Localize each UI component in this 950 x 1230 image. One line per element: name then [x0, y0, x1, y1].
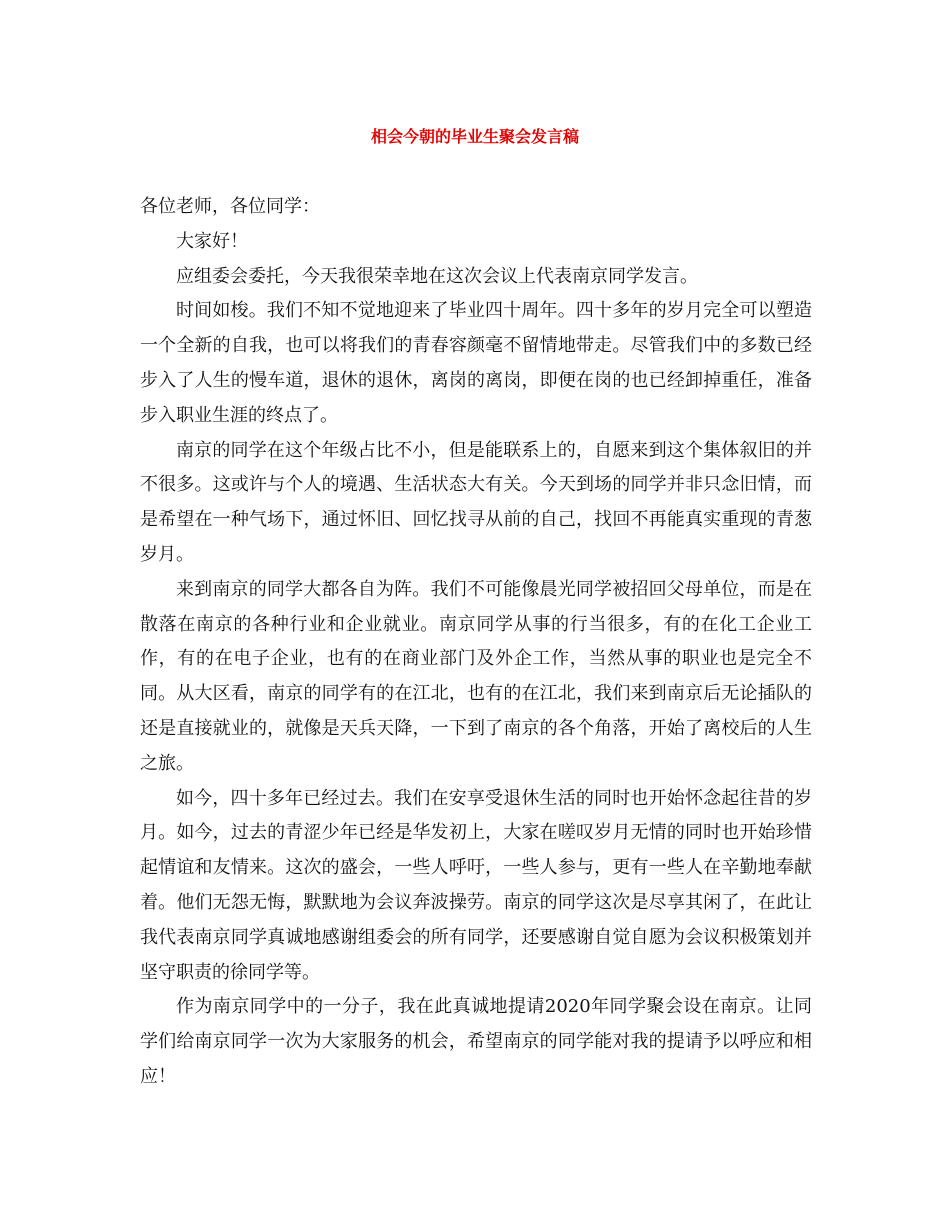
document-title: 相会今朝的毕业生聚会发言稿	[370, 127, 579, 146]
paragraph-intro: 应组委会委托，今天我很荣幸地在这次会议上代表南京同学发言。	[176, 265, 698, 287]
paragraph-time: 时间如梭。我们不知不觉地迎来了毕业四十周年。四十多年的岁月完全可以塑造一个全新的自我，也可以将我们的青春容颜毫不留情地带走。尽管我们中的多数已经步入了人生的慢车道，退休的退休，离岗的离岗，即便在岗的也已经卸掉重任，准备步入职业生涯的终点了。	[140, 300, 812, 426]
paragraph-employment: 来到南京的同学大都各自为阵。我们不可能像晨光同学被招回父母单位，而是在散落在南京的各种行业和企业就业。南京同学从事的行当很多，有的在化工企业工作，有的在电子企业，也有的在商业部门及外企工作，当然从事的职业也是完全不同。从大区看，南京的同学有的在江北，也有的在江北，我们来到南京后无论插队的还是直接就业的，就像是天兵天降，一下到了南京的各个角落，开始了离校后的人生之旅。	[140, 578, 812, 774]
paragraph-greeting: 大家好！	[176, 230, 248, 252]
paragraph-proposal: 作为南京同学中的一分子，我在此真诚地提请2020年同学聚会设在南京。让同学们给南京同学一次为大家服务的机会，希望南京的同学能对我的提请予以呼应和相应！	[140, 996, 812, 1087]
salutation: 各位老师，各位同学：	[140, 196, 320, 217]
paragraph-nanjing-classmates: 南京的同学在这个年级占比不小，但是能联系上的，自愿来到这个集体叙旧的并不很多。这或许与个人的境遇、生活状态大有关。今天到场的同学并非只念旧情，而是希望在一种气场下，通过怀旧、回忆找寻从前的自己，找回不再能真实重现的青葱岁月。	[140, 439, 812, 565]
document-body	[140, 190, 812, 1095]
paragraph-thanks: 如今，四十多年已经过去。我们在安享受退休生活的同时也开始怀念起往昔的岁月。如今，过去的青涩少年已经是华发初上，大家在嗟叹岁月无情的同时也开始珍惜起情谊和友情来。这次的盛会，一些人呼吁，一些人参与，更有一些人在辛勤地奉献着。他们无怨无悔，默默地为会议奔波操劳。南京的同学这次是尽享其闲了，在此让我代表南京同学真诚地感谢组委会的所有同学，还要感谢自觉自愿为会议积极策划并坚守职责的徐同学等。	[140, 787, 812, 983]
